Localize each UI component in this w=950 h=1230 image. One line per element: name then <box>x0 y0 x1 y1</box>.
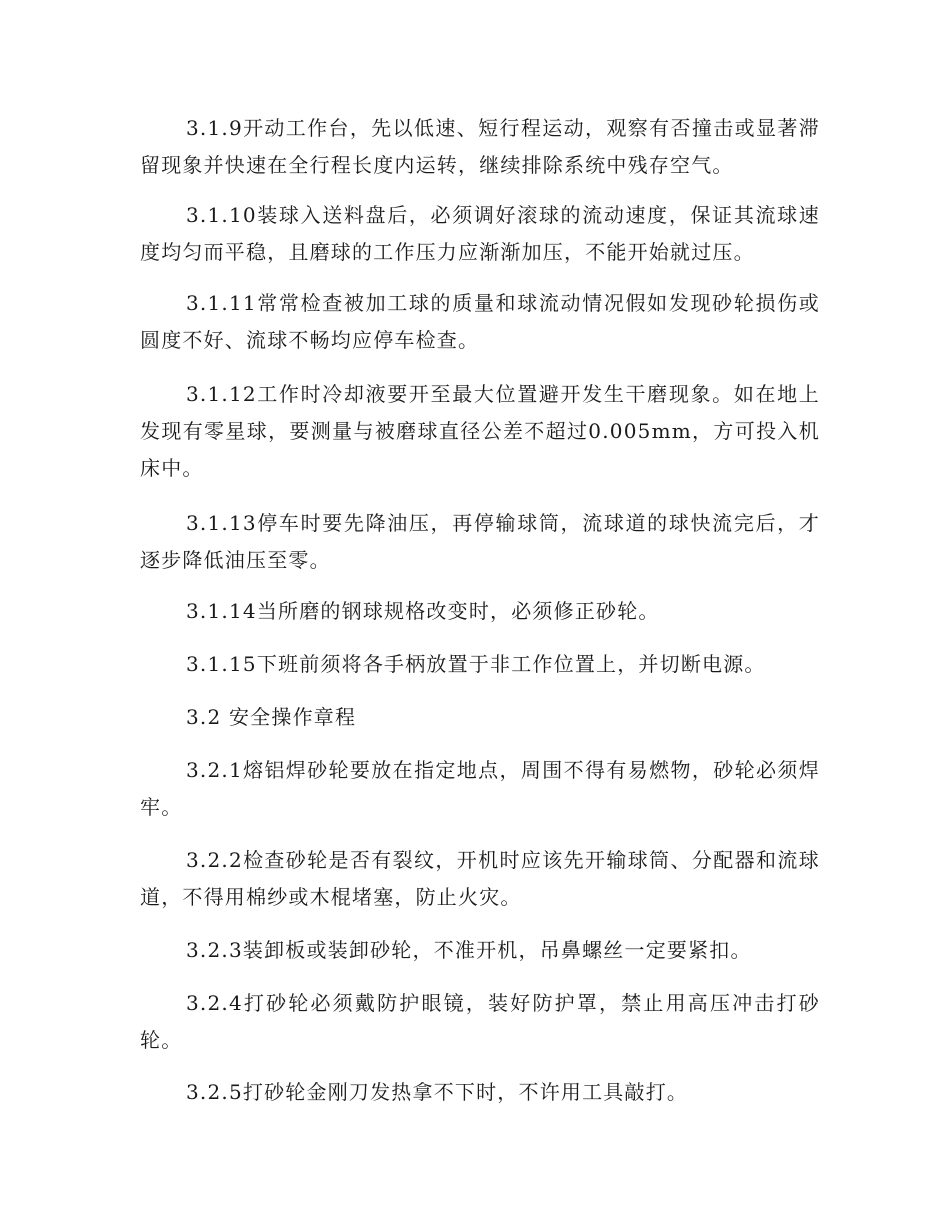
paragraph-3-2-1: 3.2.1熔铝焊砂轮要放在指定地点，周围不得有易燃物，砂轮必须焊牢。 <box>140 758 820 819</box>
paragraph-3-1-10: 3.1.10装球入送料盘后，必须调好滚球的流动速度，保证其流球速度均匀而平稳，且磨球的工作压力应渐渐加压，不能开始就过压。 <box>140 203 820 264</box>
paragraph-3-1-15: 3.1.15下班前须将各手柄放置于非工作位置上，并切断电源。 <box>186 652 766 676</box>
paragraph-3-1-12: 3.1.12工作时冷却液要开至最大位置避开发生干磨现象。如在地上发现有零星球，要测量与被磨球直径公差不超过0.005mm，方可投入机床中。 <box>140 382 820 480</box>
paragraph-3-2-4: 3.2.4打砂轮必须戴防护眼镜，装好防护罩，禁止用高压冲击打砂轮。 <box>140 991 820 1052</box>
paragraph-3-2-5: 3.2.5打砂轮金刚刀发热拿不下时，不许用工具敲打。 <box>186 1080 689 1104</box>
paragraph-3-2-2: 3.2.2检查砂轮是否有裂纹，开机时应该先开输球筒、分配器和流球道，不得用棉纱或木棍堵塞，防止火灾。 <box>140 848 820 909</box>
section-heading-3-2: 3.2 安全操作章程 <box>186 705 357 729</box>
paragraph-3-1-13: 3.1.13停车时要先降油压，再停输球筒，流球道的球快流完后，才逐步降低油压至零。 <box>140 511 820 572</box>
paragraph-3-1-11: 3.1.11常常检查被加工球的质量和球流动情况假如发现砂轮损伤或圆度不好、流球不畅均应停车检查。 <box>140 291 820 352</box>
paragraph-3-2-3: 3.2.3装卸板或装卸砂轮，不准开机，吊鼻螺丝一定要紧扣。 <box>186 938 752 962</box>
paragraph-3-1-9: 3.1.9开动工作台，先以低速、短行程运动，观察有否撞击或显著滞留现象并快速在全行程长度内运转，继续排除系统中残存空气。 <box>140 116 820 177</box>
paragraph-3-1-14: 3.1.14当所磨的钢球规格改变时，必须修正砂轮。 <box>186 599 660 623</box>
